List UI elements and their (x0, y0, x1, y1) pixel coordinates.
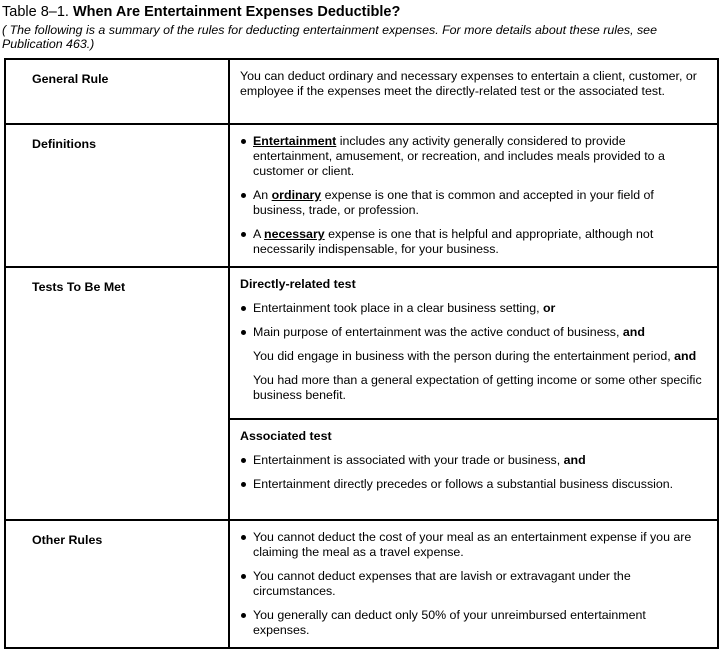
table-row-general-rule (6, 60, 717, 123)
row-label-definitions: Definitions (32, 137, 97, 151)
list-item (240, 325, 703, 340)
row-label-cell (6, 60, 230, 123)
list-item (240, 569, 703, 599)
list-item-text: A necessary expense is one that is helpful and appropriate, although not necessarily indispensable, for your business. (253, 227, 654, 256)
list-item-text: You cannot deduct the cost of your meal as an entertainment expense if you are claiming the meal as a travel expense. (253, 530, 692, 559)
row-content-tests-to-be-met (230, 268, 717, 519)
row-label-cell (6, 125, 230, 266)
indent-spacer (241, 378, 246, 383)
paragraph (240, 69, 703, 99)
list-item (240, 608, 703, 638)
bullet-icon (241, 306, 246, 311)
row-content-definitions (230, 125, 717, 266)
bullet-icon (241, 613, 246, 618)
list-item (240, 530, 703, 560)
row-label-cell (6, 521, 230, 647)
sub-paragraph-text: You did engage in business with the person during the entertainment period, and (253, 349, 697, 363)
row-label-tests-to-be-met: Tests To Be Met (32, 280, 126, 294)
directly-related-test-heading: Directly-related test (240, 277, 356, 291)
table-row-tests-to-be-met (6, 266, 717, 519)
list-item (240, 301, 703, 316)
sub-paragraph (240, 373, 703, 403)
row-content-general-rule (230, 60, 717, 123)
list-item (240, 134, 703, 179)
list-item-text: Entertainment directly precedes or follows a substantial business discussion. (253, 477, 674, 491)
sub-paragraph (240, 349, 703, 364)
list-item (240, 188, 703, 218)
table-row-other-rules (6, 519, 717, 647)
list-item (240, 477, 703, 492)
bullet-icon (241, 574, 246, 579)
bullet-icon (241, 139, 246, 144)
rules-table (4, 58, 719, 649)
list-item-text: You cannot deduct expenses that are lavish or extravagant under the circumstances. (253, 569, 631, 598)
list-item (240, 453, 703, 468)
table-number: Table 8–1. (2, 4, 73, 20)
list-item-text: Main purpose of entertainment was the active conduct of business, and (253, 325, 645, 339)
row-label-cell (6, 268, 230, 519)
indent-spacer (241, 354, 246, 359)
title-text: When Are Entertainment Expenses Deductible? (72, 4, 401, 20)
directly-related-test-section (230, 268, 717, 418)
bullet-icon (241, 193, 246, 198)
subtitle: ( The following is a summary of the rules for deducting entertainment expenses. For more details about these rules, see Publication 463.) (2, 23, 657, 51)
list-item-text: Entertainment includes any activity generally considered to provide entertainment, amusement, or recreation, and includes meals provided to a customer or client. (253, 134, 665, 178)
sub-paragraph-text: You had more than a general expectation of getting income or some other specific business benefit. (253, 373, 702, 402)
bullet-icon (241, 458, 246, 463)
list-item-text: You generally can deduct only 50% of your unreimbursed entertainment expenses. (253, 608, 646, 637)
paragraph-text: You can deduct ordinary and necessary expenses to entertain a client, customer, or employee if the expenses meet the directly-related test or the associated test. (240, 69, 697, 98)
associated-test-heading: Associated test (240, 429, 332, 443)
list-item-text: An ordinary expense is one that is common and accepted in your field of business, trade, or profession. (253, 188, 654, 217)
associated-test-section (230, 418, 717, 519)
row-label-general-rule: General Rule (32, 72, 109, 86)
bullet-icon (241, 330, 246, 335)
list-item-text: Entertainment took place in a clear business setting, or (253, 301, 556, 315)
row-content-other-rules (230, 521, 717, 647)
list-item-text: Entertainment is associated with your trade or business, and (253, 453, 586, 467)
bullet-icon (241, 535, 246, 540)
row-label-other-rules: Other Rules (32, 533, 103, 547)
page-title (0, 0, 721, 21)
table-row-definitions (6, 123, 717, 266)
bullet-icon (241, 232, 246, 237)
list-item (240, 227, 703, 257)
bullet-icon (241, 482, 246, 487)
